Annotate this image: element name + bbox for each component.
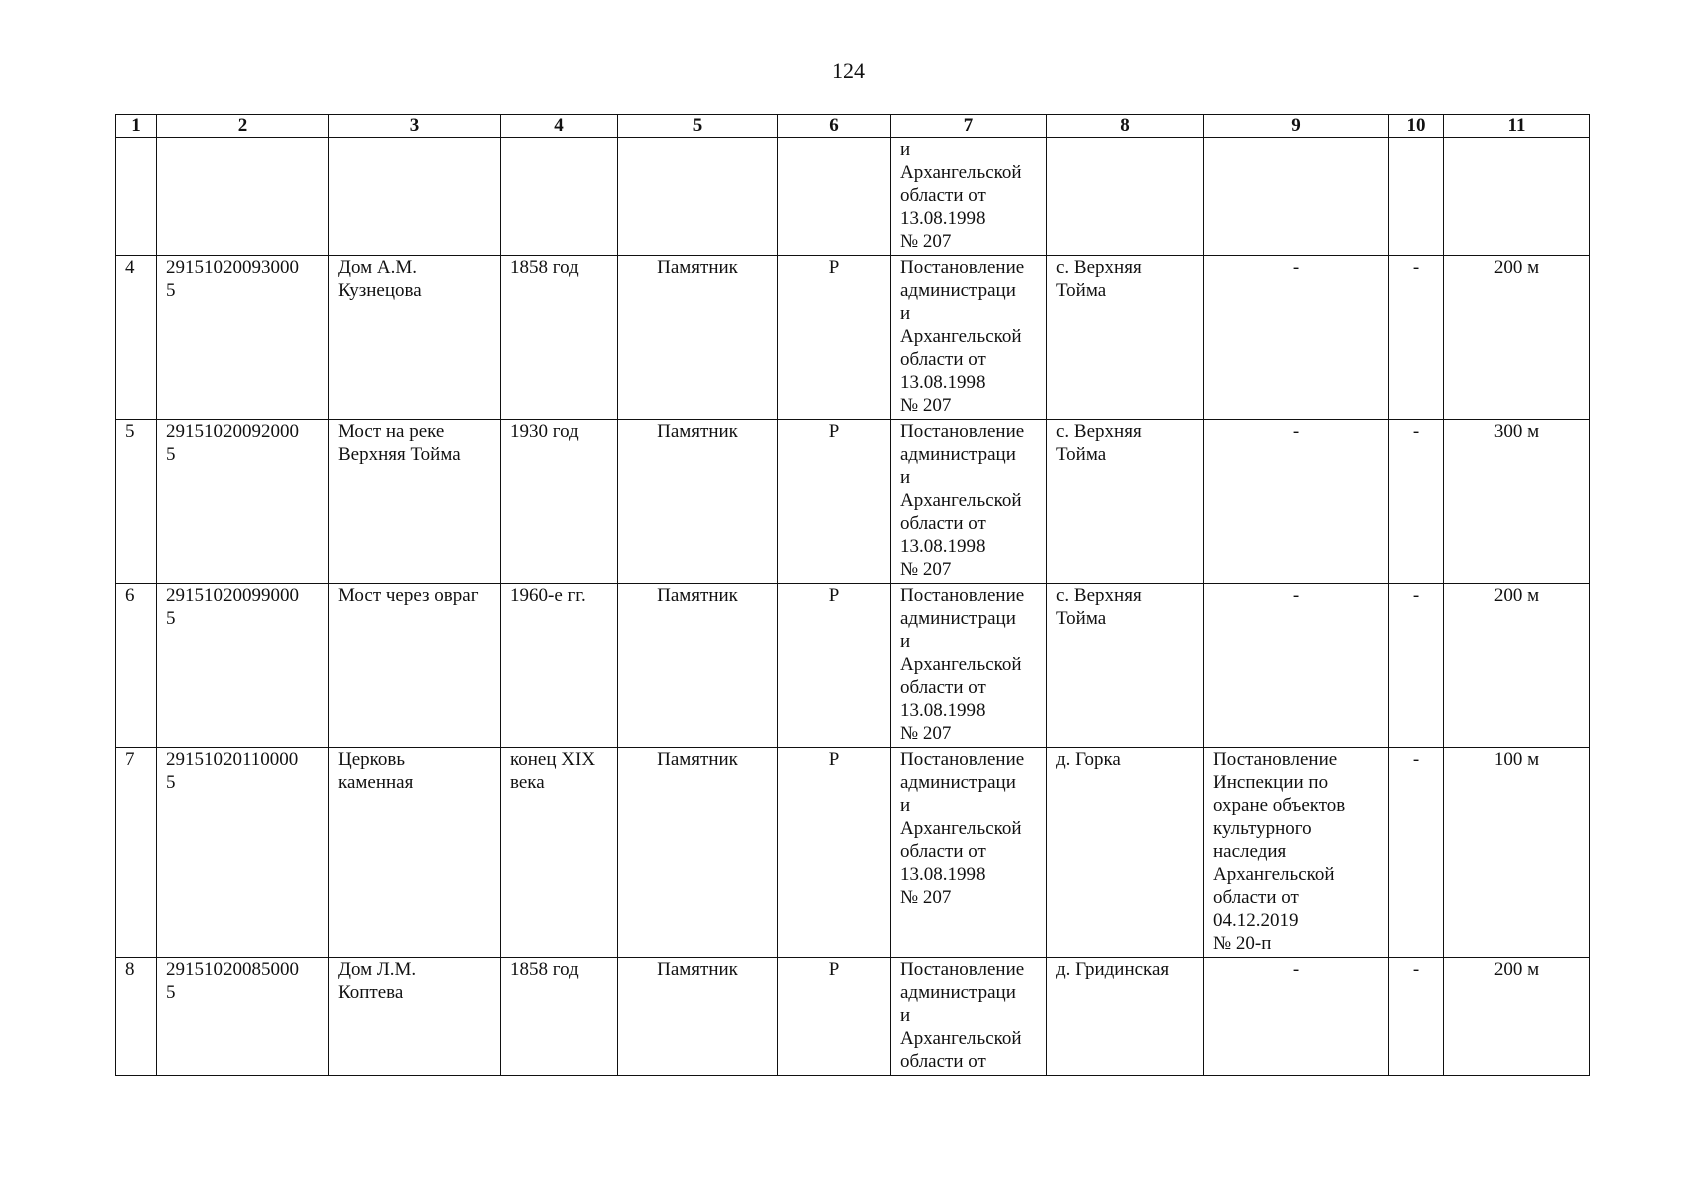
object-location: с. Верхняя Тойма [1047,584,1204,748]
object-location: д. Гридинская [1047,958,1204,1076]
protection-document: - [1204,420,1389,584]
object-category: Памятник [618,958,778,1076]
column-header: 8 [1047,115,1204,138]
object-category: Памятник [618,748,778,958]
cadastral-code: 29151020099000 5 [157,584,329,748]
legal-document: Постановление администраци и Архангельской области от [891,958,1047,1076]
object-name: Церковь каменная [329,748,501,958]
column-header: 7 [891,115,1047,138]
object-category [618,138,778,256]
protection-zone: 100 м [1444,748,1590,958]
object-name: Дом А.М. Кузнецова [329,256,501,420]
cadastral-code: 29151020085000 5 [157,958,329,1076]
cadastral-code: 29151020092000 5 [157,420,329,584]
row-number: 7 [116,748,157,958]
table-row [116,420,1590,584]
legal-document: Постановление администраци и Архангельской области от 13.08.1998 № 207 [891,584,1047,748]
object-name: Мост на реке Верхняя Тойма [329,420,501,584]
legal-document: Постановление администраци и Архангельской области от 13.08.1998 № 207 [891,748,1047,958]
object-location [1047,138,1204,256]
protection-document: Постановление Инспекции по охране объектов культурного наследия Архангельской области от 04.12.2019 № 20-п [1204,748,1389,958]
protection-zone: 200 м [1444,256,1590,420]
column-10-value: - [1389,256,1444,420]
row-number: 8 [116,958,157,1076]
table-row [116,584,1590,748]
column-10-value: - [1389,748,1444,958]
column-header: 4 [501,115,618,138]
protection-document: - [1204,256,1389,420]
column-10-value [1389,138,1444,256]
object-significance: Р [778,584,891,748]
object-category: Памятник [618,584,778,748]
legal-document: Постановление администраци и Архангельской области от 13.08.1998 № 207 [891,256,1047,420]
table-row [116,958,1590,1076]
heritage-objects-table [115,114,1590,1076]
column-header: 1 [116,115,157,138]
object-significance: Р [778,958,891,1076]
column-header: 6 [778,115,891,138]
row-number: 4 [116,256,157,420]
header-row [116,115,1590,138]
table-row [116,748,1590,958]
row-number: 5 [116,420,157,584]
row-number [116,138,157,256]
column-header: 10 [1389,115,1444,138]
column-header: 5 [618,115,778,138]
object-significance [778,138,891,256]
object-significance: Р [778,256,891,420]
protection-zone: 200 м [1444,584,1590,748]
object-location: с. Верхняя Тойма [1047,256,1204,420]
column-10-value: - [1389,420,1444,584]
protection-zone [1444,138,1590,256]
object-location: д. Горка [1047,748,1204,958]
object-name: Дом Л.М. Коптева [329,958,501,1076]
column-10-value: - [1389,958,1444,1076]
page-number: 124 [832,58,865,83]
protection-document: - [1204,958,1389,1076]
object-significance: Р [778,420,891,584]
object-date: конец XIX века [501,748,618,958]
object-date [501,138,618,256]
column-header: 11 [1444,115,1590,138]
object-date: 1858 год [501,958,618,1076]
object-date: 1858 год [501,256,618,420]
object-date: 1960-е гг. [501,584,618,748]
table-body [116,138,1590,1076]
legal-document: и Архангельской области от 13.08.1998 № 207 [891,138,1047,256]
object-category: Памятник [618,256,778,420]
legal-document: Постановление администраци и Архангельской области от 13.08.1998 № 207 [891,420,1047,584]
object-significance: Р [778,748,891,958]
column-header: 9 [1204,115,1389,138]
object-category: Памятник [618,420,778,584]
row-number: 6 [116,584,157,748]
column-header: 2 [157,115,329,138]
table-row [116,256,1590,420]
object-name [329,138,501,256]
cadastral-code: 29151020110000 5 [157,748,329,958]
protection-document: - [1204,584,1389,748]
table-header [116,115,1590,138]
protection-zone: 300 м [1444,420,1590,584]
object-date: 1930 год [501,420,618,584]
protection-zone: 200 м [1444,958,1590,1076]
object-name: Мост через овраг [329,584,501,748]
column-10-value: - [1389,584,1444,748]
column-header: 3 [329,115,501,138]
cadastral-code: 29151020093000 5 [157,256,329,420]
table-row [116,138,1590,256]
protection-document [1204,138,1389,256]
object-location: с. Верхняя Тойма [1047,420,1204,584]
cadastral-code [157,138,329,256]
